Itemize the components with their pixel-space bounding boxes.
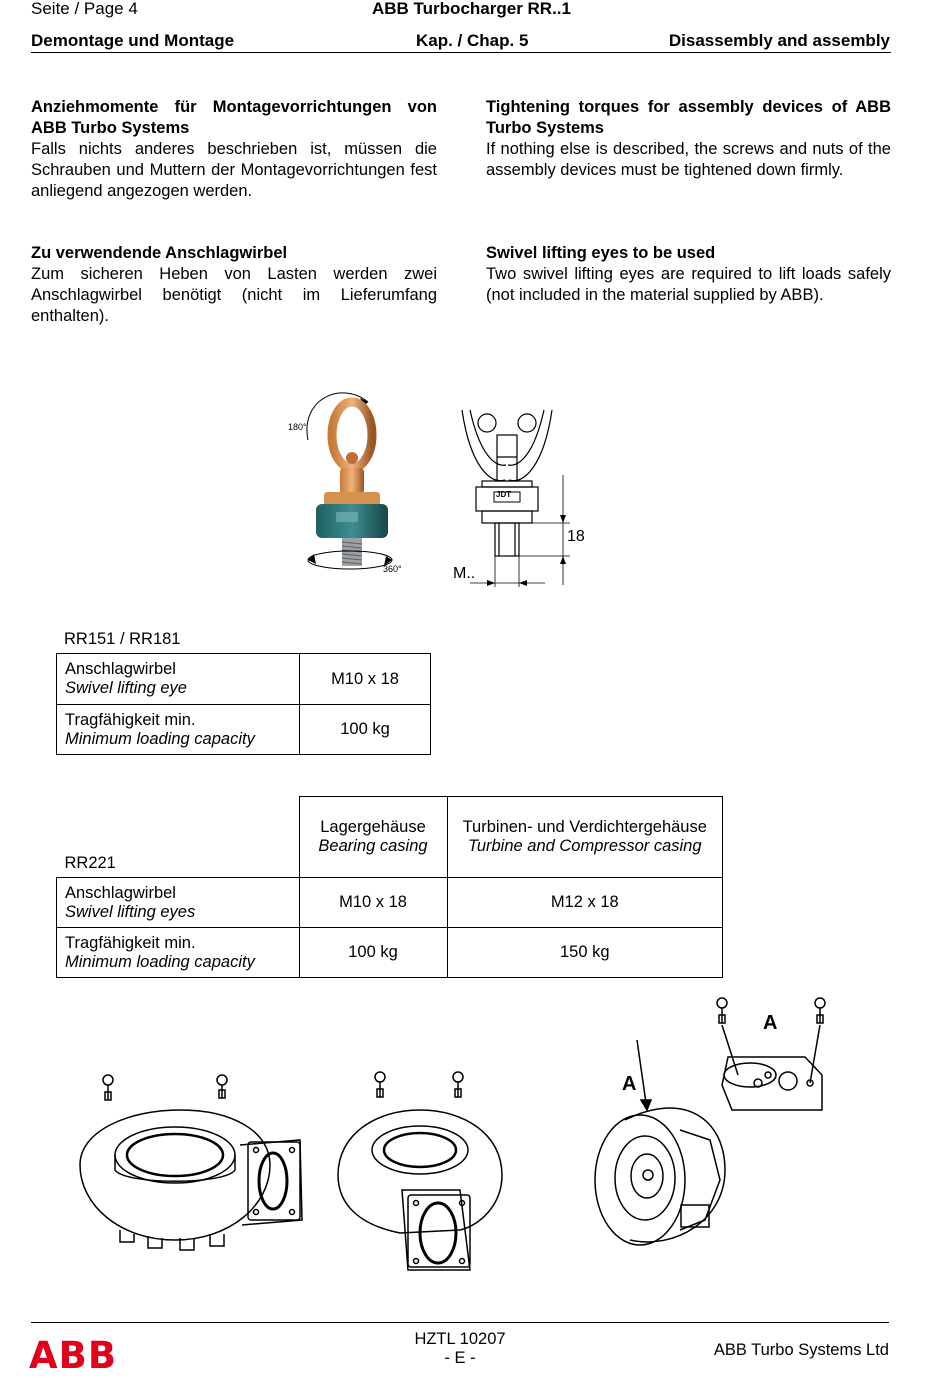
- document-title: ABB Turbocharger RR..1: [372, 0, 571, 18]
- swivel-heading-en: Swivel lifting eyes to be used: [486, 244, 716, 262]
- torques-body-de: Falls nichts anderes beschrieben ist, müssen die Schrauben und Muttern der Montagevorrichtungen fest anliegend angezogen werden.: [31, 140, 437, 200]
- torques-heading-de: Anziehmomente für Montagevorrichtungen von ABB Turbo Systems: [31, 98, 437, 137]
- cell-turbine: 150 kg: [447, 928, 723, 978]
- torques-block-en: [486, 97, 891, 181]
- brand-mark: JDT: [496, 490, 512, 499]
- header-rule: [31, 52, 891, 53]
- label-de: Anschlagwirbel: [65, 660, 176, 678]
- arrow-label-a: A: [622, 1073, 637, 1095]
- row-value: 100 kg: [300, 705, 431, 755]
- table-header-row: [57, 797, 723, 878]
- cell-turbine: M12 x 18: [447, 878, 723, 928]
- swivel-body-de: Zum sicheren Heben von Lasten werden zwei Anschlagwirbel benötigt (nicht im Lieferumfang enthalten).: [31, 265, 437, 325]
- row-label: [57, 878, 300, 928]
- dimension-thread: M..: [453, 565, 476, 582]
- col-header-de: Lagergehäuse: [320, 818, 426, 836]
- table-row: [57, 878, 723, 928]
- torques-body-en: If nothing else is described, the screws and nuts of the assembly devices must be tightened down firmly.: [486, 140, 891, 179]
- compressor-casing-illustration: [70, 1070, 310, 1270]
- table-rr151: [56, 653, 431, 755]
- footer-center: [390, 1330, 530, 1368]
- page-number: Seite / Page 4: [31, 0, 138, 18]
- chapter-label: Kap. / Chap. 5: [416, 31, 529, 50]
- language-code: - E -: [444, 1349, 476, 1367]
- label-en: Minimum loading capacity: [65, 952, 255, 971]
- row-label: [57, 705, 300, 755]
- torques-heading-en: Tightening torques for assembly devices of ABB Turbo Systems: [486, 98, 891, 137]
- col-header-en: Turbine and Compressor casing: [467, 837, 702, 855]
- company-name: ABB Turbo Systems Ltd: [713, 1341, 889, 1359]
- detail-label-a: A: [763, 1012, 778, 1034]
- row-label: [57, 928, 300, 978]
- table-rr221-title: RR221: [57, 797, 300, 878]
- rotation-label-180: 180°: [288, 422, 307, 432]
- turbine-casing-illustration: [330, 1065, 510, 1275]
- section-title-de: Demontage und Montage: [31, 31, 235, 50]
- footer-rule: [31, 1322, 889, 1323]
- dimension-length: 18: [567, 528, 585, 545]
- swivel-block-de: [31, 243, 437, 327]
- section-title-en: Disassembly and assembly: [668, 31, 890, 50]
- table-row: [57, 705, 431, 755]
- label-de: Tragfähigkeit min.: [65, 710, 196, 729]
- table-rr151-title: RR151 / RR181: [64, 630, 181, 648]
- table-row: [57, 928, 723, 978]
- label-en: Minimum loading capacity: [65, 729, 255, 748]
- cell-bearing: M10 x 18: [299, 878, 447, 928]
- cell-bearing: 100 kg: [299, 928, 447, 978]
- label-en: Swivel lifting eye: [65, 679, 187, 697]
- table-row: [57, 654, 431, 705]
- doc-number: HZTL 10207: [414, 1330, 506, 1348]
- swivel-heading-de: Zu verwendende Anschlagwirbel: [31, 244, 288, 262]
- swivel-eye-photo: [280, 380, 420, 580]
- swivel-block-en: [486, 243, 891, 306]
- rotation-label-360: 360°: [383, 564, 402, 574]
- label-de: Anschlagwirbel: [65, 883, 176, 902]
- row-label: [57, 654, 300, 705]
- row-value: M10 x 18: [300, 654, 431, 705]
- torques-block-de: [31, 97, 437, 202]
- col-header-de: Turbinen- und Verdichtergehäuse: [462, 818, 707, 836]
- swivel-body-en: Two swivel lifting eyes are required to lift loads safely (not included in the material supplied by ABB).: [486, 265, 891, 304]
- col-header-en: Bearing casing: [318, 837, 428, 855]
- abb-logo: ABB: [29, 1334, 118, 1377]
- label-en: Swivel lifting eyes: [65, 902, 196, 921]
- label-de: Tragfähigkeit min.: [65, 933, 196, 952]
- column-header-turbine: [447, 797, 723, 878]
- table-rr221: [56, 796, 723, 978]
- column-header-bearing: [299, 797, 447, 878]
